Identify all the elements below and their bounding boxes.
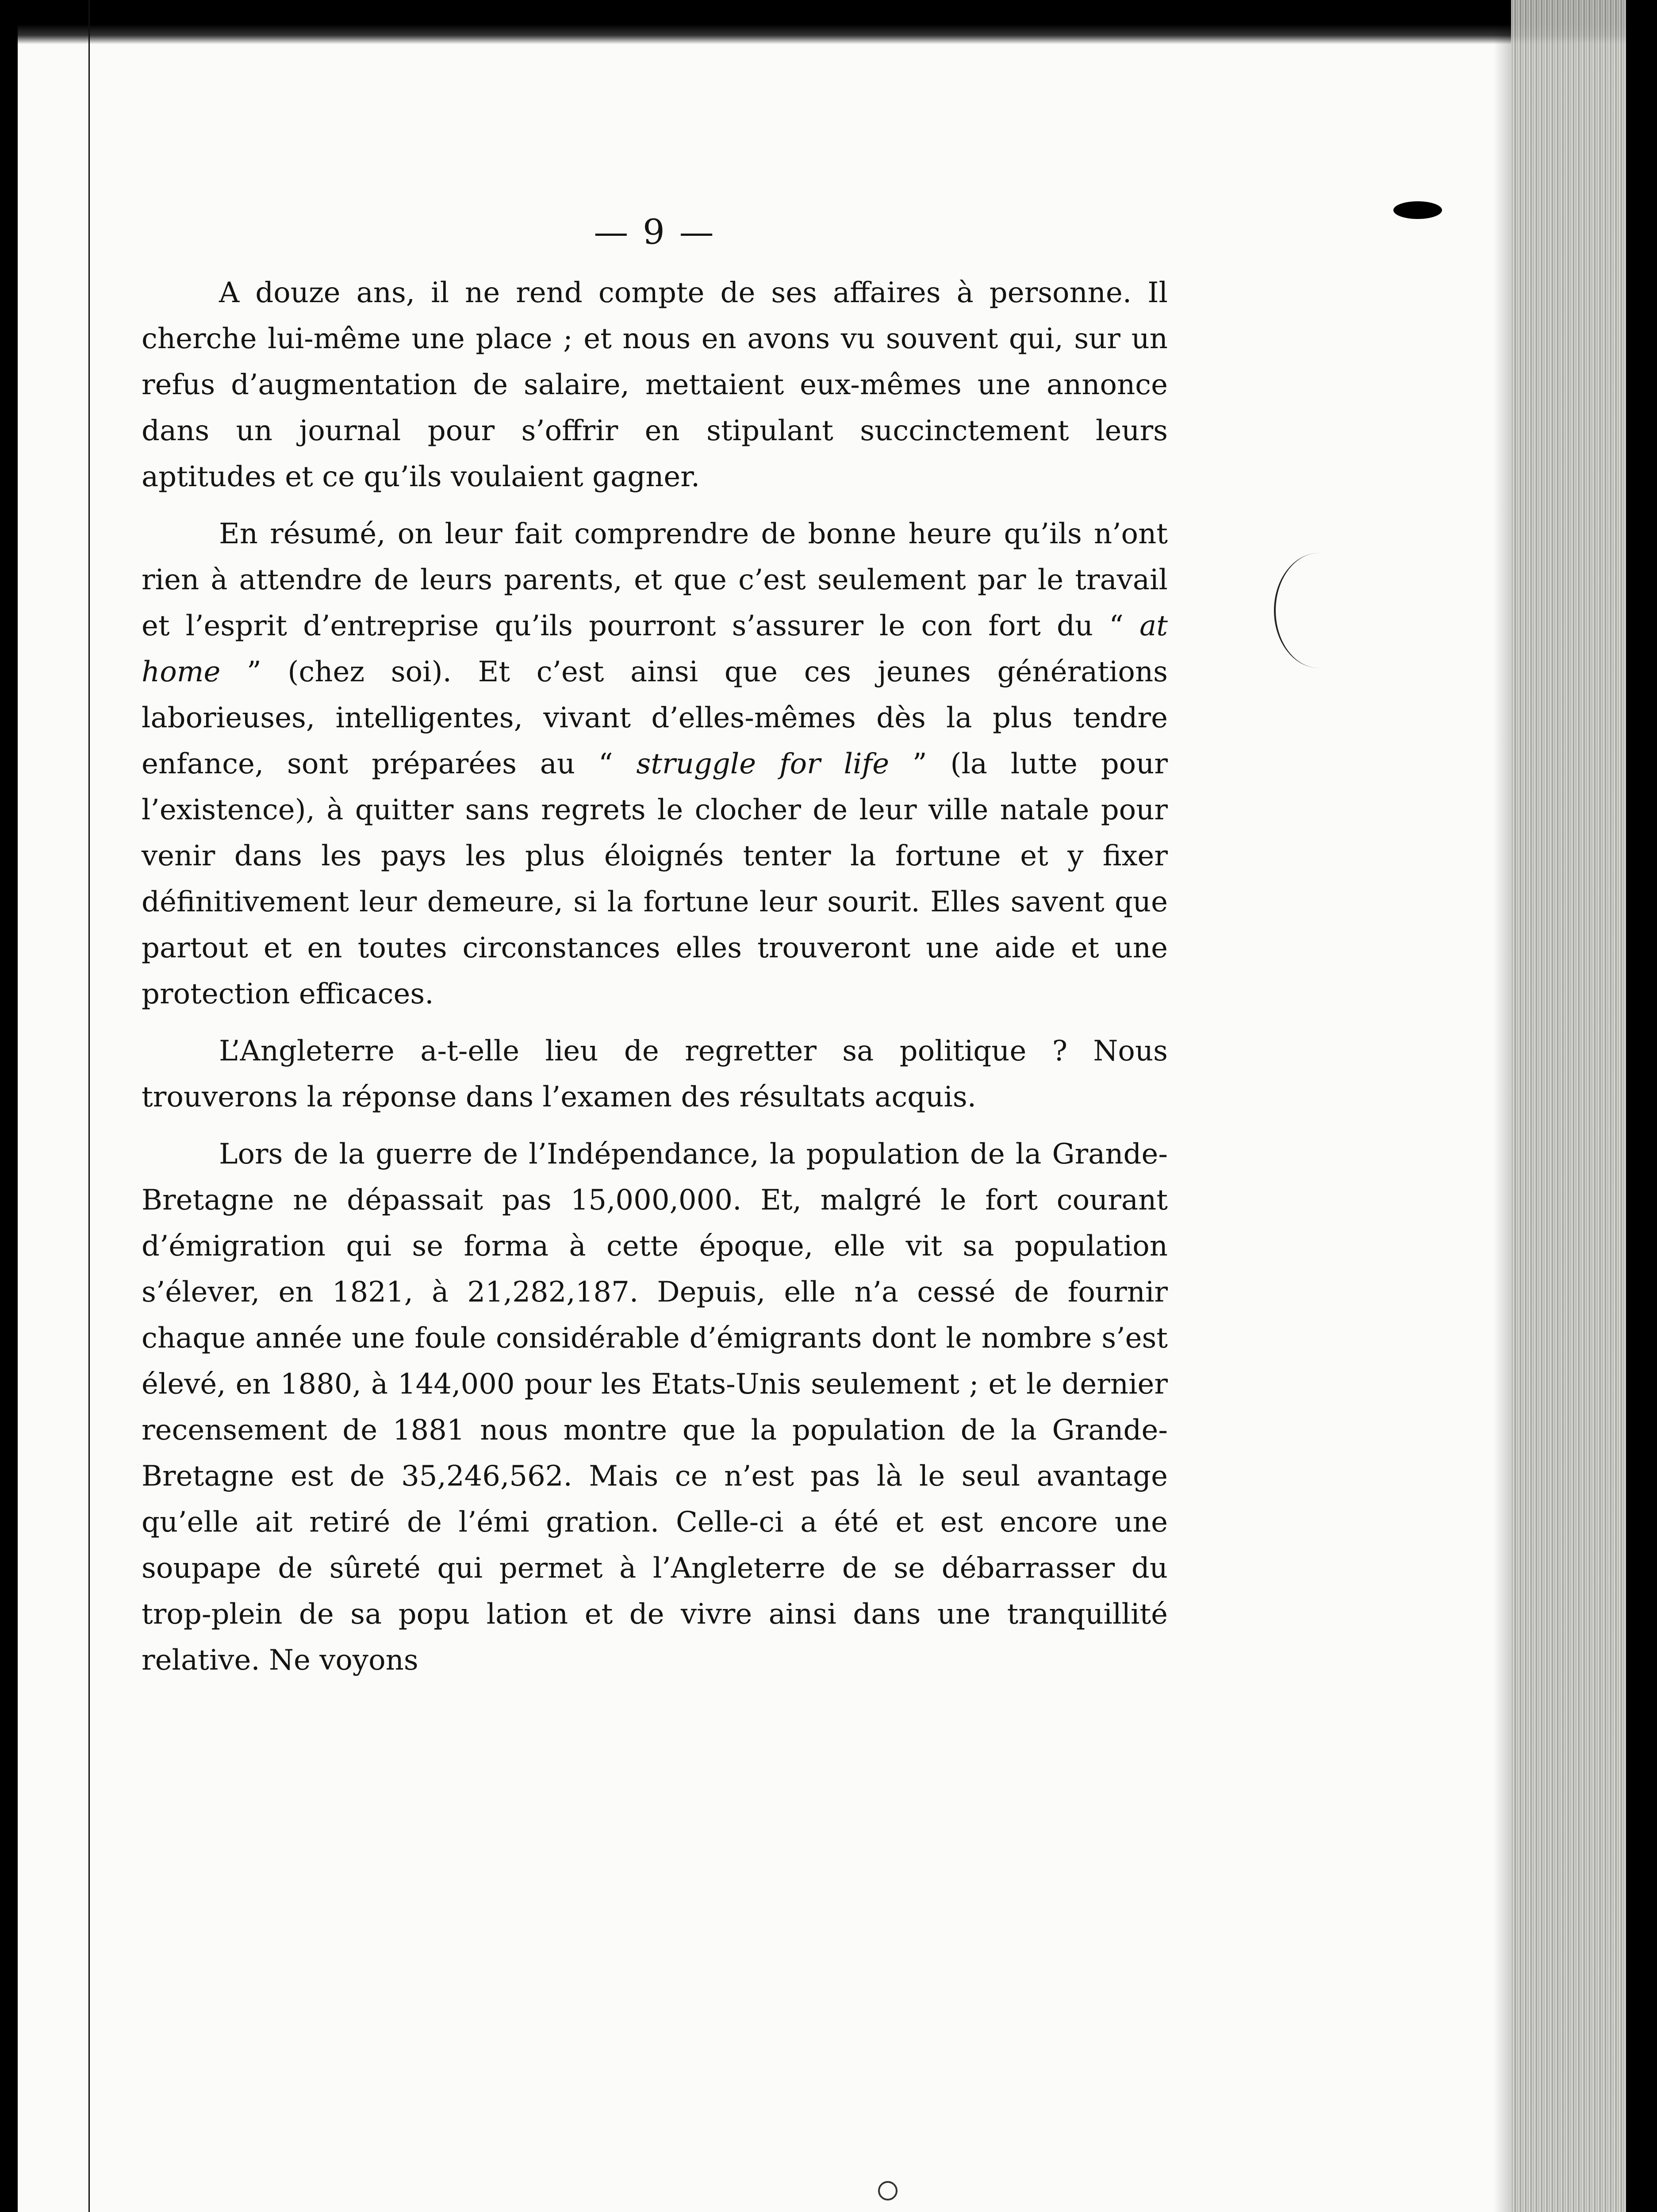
ink-blot bbox=[1393, 201, 1442, 219]
italic-at-home: at home bbox=[142, 610, 1168, 688]
italic-struggle-for-life: struggle for life bbox=[636, 748, 890, 780]
page-edge-line bbox=[88, 0, 90, 2212]
paragraph-3: L’Angleterre a-t-elle lieu de regretter sa politique ? Nous trouverons la réponse dans l’examen des résultats acquis. bbox=[142, 1035, 1168, 1114]
paragraph-1: A douze ans, il ne rend compte de ses affaires à personne. Il cherche lui-même une place ; et nous en avons vu souvent qui, sur un refus d’augmentation de salaire, mettaient eux-mêmes une annonce dans un journal pour s’offrir en stipulant succinctement leurs aptitudes et ce qu’ils voulaient gagner. bbox=[142, 276, 1168, 493]
paragraph-2-part-1: En résumé, on leur fait comprendre de bonne heure qu’ils n’ont rien à attendre de leurs parents, et que c’est seulement par le travail et l’esprit d’entreprise qu’ils pourront s’assurer le con fort du “ bbox=[142, 518, 1168, 642]
paragraph-2 bbox=[142, 511, 1168, 1017]
margin-pencil-mark bbox=[1274, 553, 1364, 668]
page-text-block bbox=[142, 208, 1168, 1694]
paragraph-2-part-2: ” (chez soi). Et c’est ainsi que ces jeunes générations laborieuses, intelligentes, vivant d’elles-mêmes dès la plus tendre enfance, sont préparées au “ bbox=[142, 656, 1168, 780]
paragraph-2-part-3: ” (la lutte pour l’existence), à quitter sans regrets le clocher de leur ville natale pour venir dans les pays les plus éloignés tenter la fortune et y fixer définitivement leur demeure, si la fortune leur sourit. Elles savent que partout et en toutes circonstances elles trouveront une aide et une protection efficaces. bbox=[142, 748, 1168, 1010]
page-number: — 9 — bbox=[594, 212, 716, 252]
paragraph-4: Lors de la guerre de l’Indépendance, la population de la Grande-Bretagne ne dépassait pas 15,000,000. Et, malgré le fort courant d’émigration qui se forma à cette époque, elle vit sa population s’élever, en 1821, à 21,282,187. Depuis, elle n’a cessé de fournir chaque année une foule considérable d’émigrants dont le nombre s’est élevé, en 1880, à 144,000 pour les Etats-Unis seulement ; et le dernier recensement de 1881 nous montre que la population de la Grande-Bretagne est de 35,246,562. Mais ce n’est pas là le seul avantage qu’elle ait retiré de l’émi gration. Celle-ci a été et est encore une soupape de sûreté qui permet à l’Angleterre de se débarrasser du trop-plein de sa popu lation et de vivre ainsi dans une tranquillité relative. Ne voyons bbox=[142, 1138, 1168, 1677]
scan-border-right bbox=[1626, 0, 1657, 2212]
library-stamp-mark bbox=[878, 2181, 898, 2200]
scan-border-left bbox=[0, 0, 18, 2212]
scan-border-top bbox=[0, 0, 1657, 44]
binding-shadow bbox=[1493, 0, 1511, 2212]
